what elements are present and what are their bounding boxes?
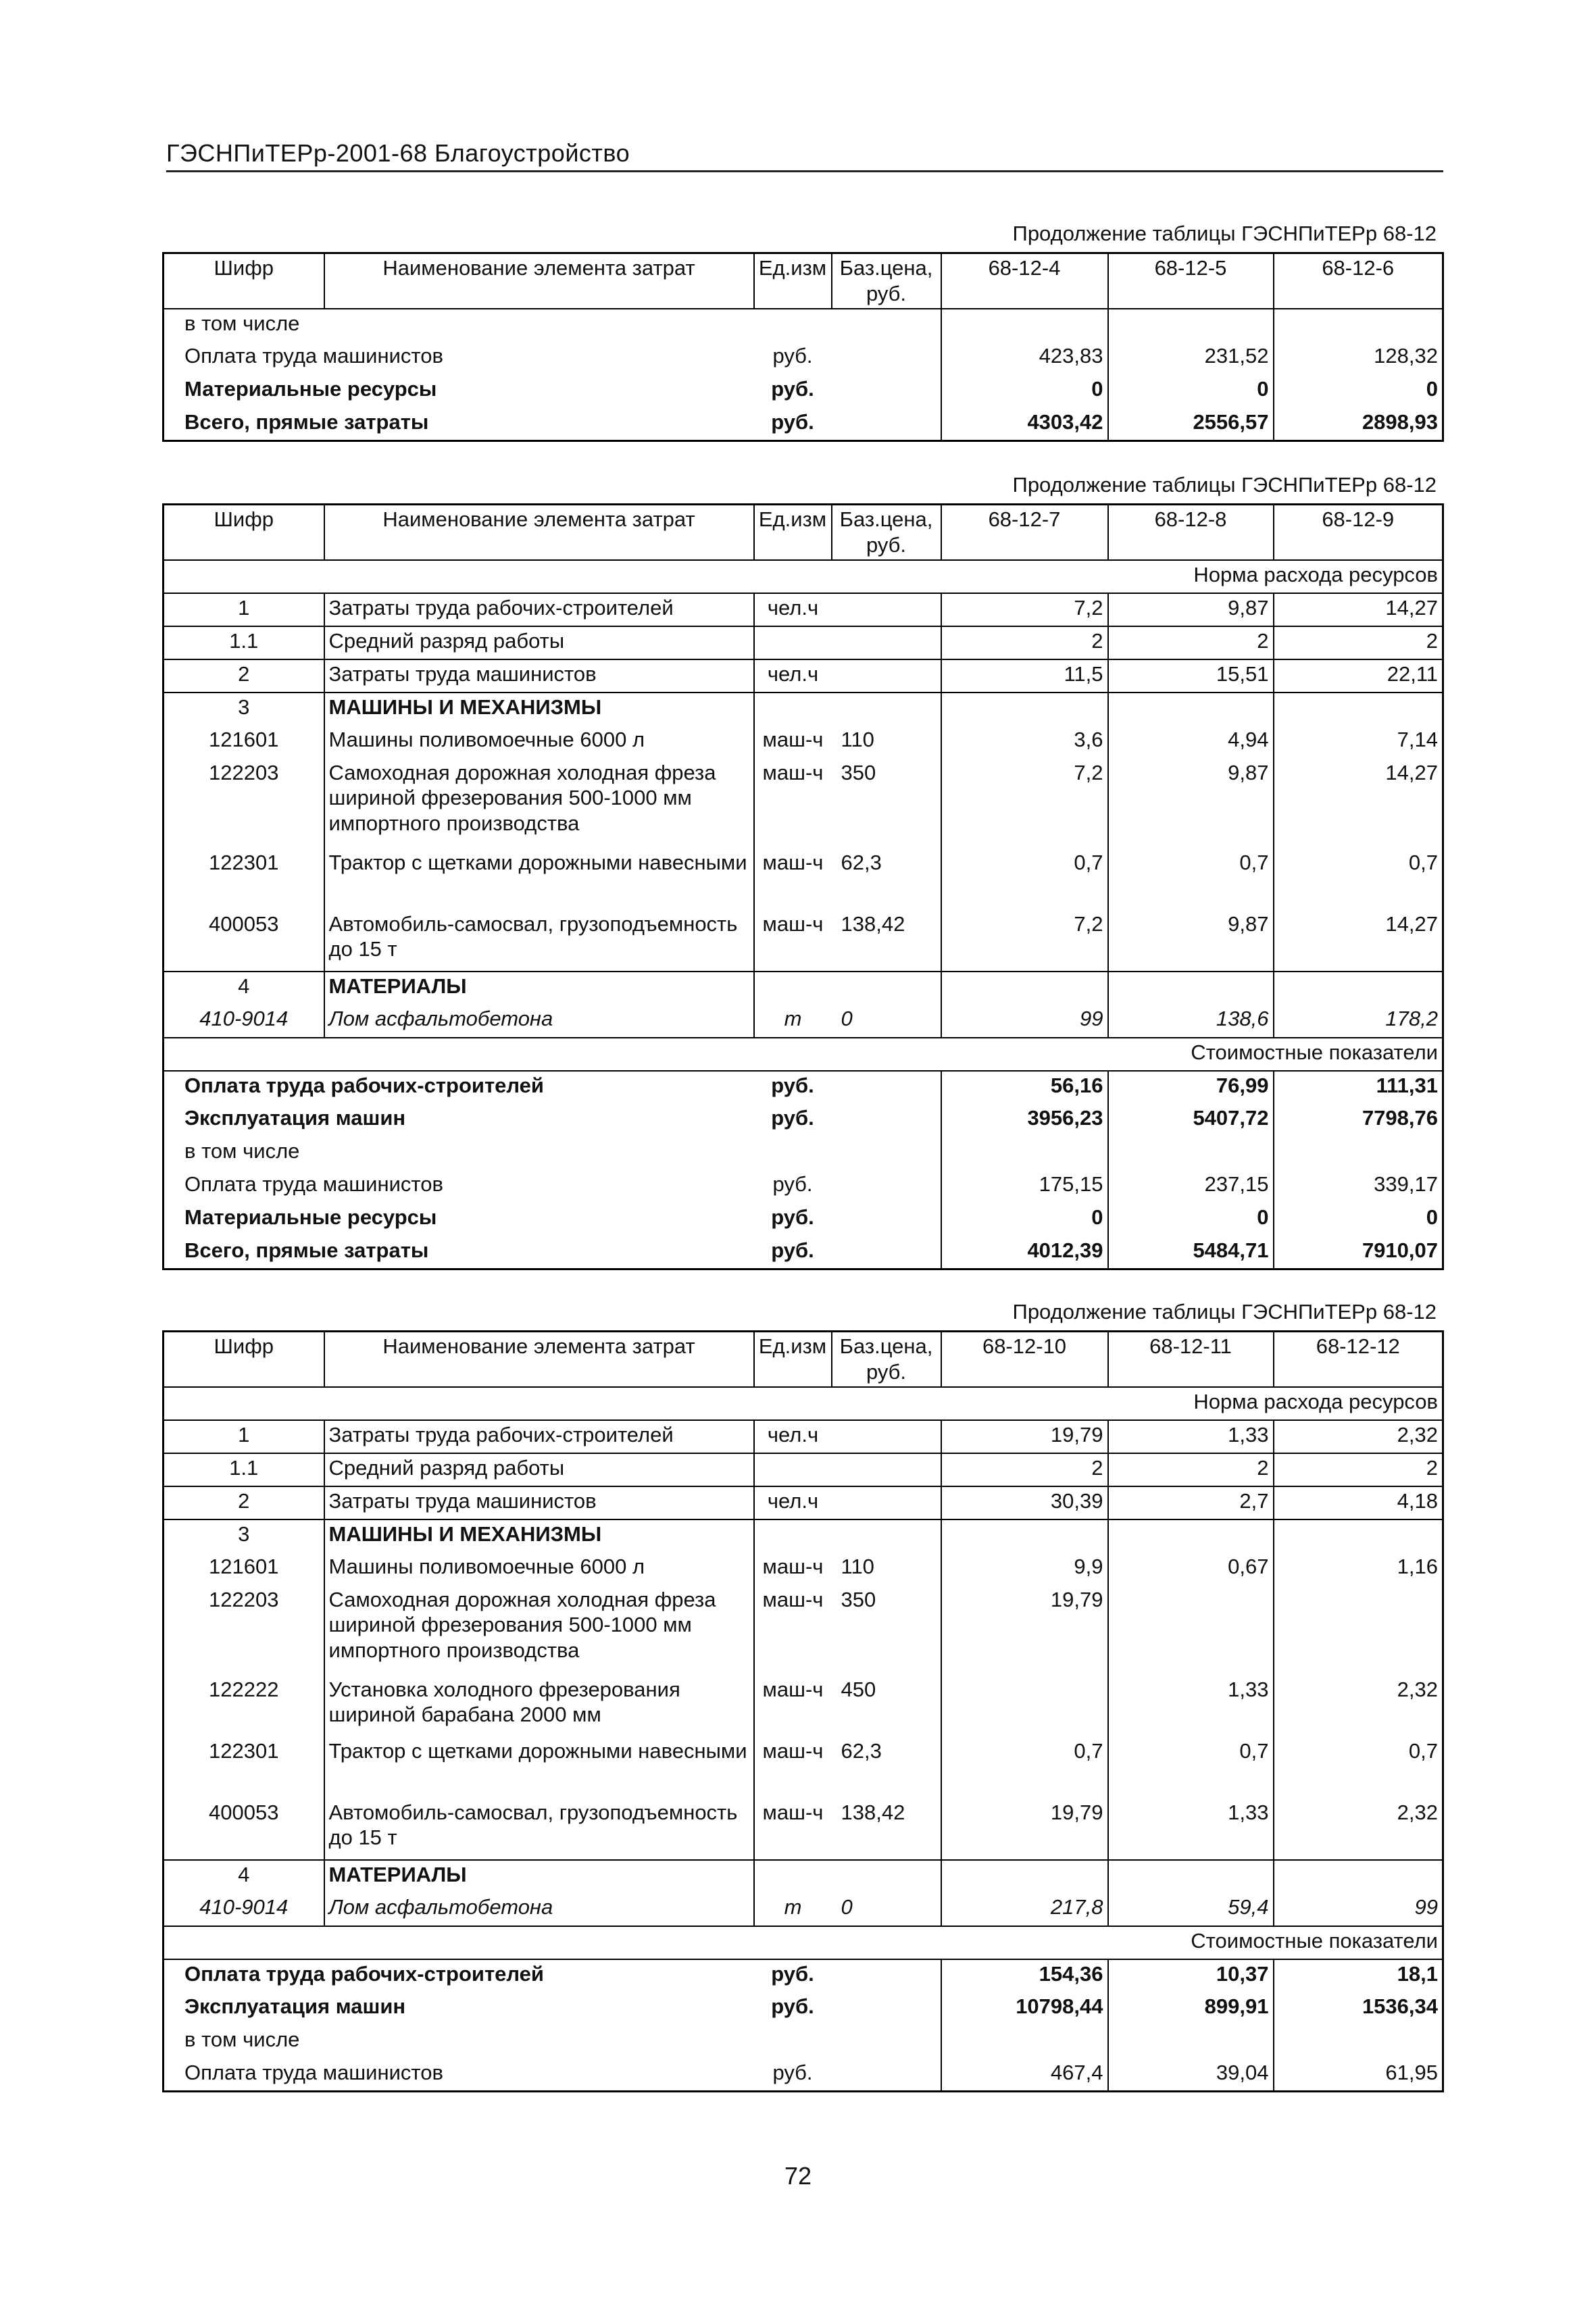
table-row <box>164 375 1443 408</box>
row-code: 121601 <box>164 726 324 759</box>
row-value: 39,04 <box>1108 2059 1274 2092</box>
row-price: 62,3 <box>832 849 941 910</box>
row-name: Автомобиль-самосвал, грузоподъемность до 15 т <box>324 910 754 972</box>
row-value: 237,15 <box>1108 1170 1274 1203</box>
row-price <box>832 1519 941 1553</box>
row-value: 0 <box>1108 375 1274 408</box>
row-value: 0,7 <box>1274 1737 1443 1799</box>
row-unit: руб. <box>772 2060 813 2084</box>
col-header: 68-12-4 <box>941 253 1108 309</box>
row-value: 1,16 <box>1274 1553 1443 1586</box>
row-name: Машины поливомоечные 6000 л <box>324 1553 754 1586</box>
col-header: 68-12-7 <box>941 505 1108 560</box>
row-unit: т <box>784 1894 802 1919</box>
cost-row <box>164 1170 1443 1203</box>
row-name: Оплата труда машинистов <box>184 343 443 368</box>
row-value: 99 <box>1274 1893 1443 1926</box>
row-name: Трактор с щетками дорожными навесными <box>324 849 754 910</box>
table-row <box>164 726 1443 759</box>
row-value <box>1108 693 1274 726</box>
row-value: 19,79 <box>941 1420 1108 1453</box>
row-price: 138,42 <box>832 1799 941 1860</box>
row-value: 2 <box>941 626 1108 659</box>
table-row <box>164 1676 1443 1737</box>
row-value: 5484,71 <box>1108 1236 1274 1269</box>
row-value: 11,5 <box>941 659 1108 693</box>
row-price <box>832 1104 941 1137</box>
row-code: 1.1 <box>164 1453 324 1486</box>
row-value: 59,4 <box>1108 1893 1274 1926</box>
row-value: 99 <box>941 1005 1108 1038</box>
row-value: 9,87 <box>1108 593 1274 626</box>
col-header: 68-12-9 <box>1274 505 1443 560</box>
row-name: Материальные ресурсы <box>184 1205 437 1229</box>
row-value <box>941 693 1108 726</box>
row-name: Затраты труда рабочих-строителей <box>324 1420 754 1453</box>
row-name: МАШИНЫ И МЕХАНИЗМЫ <box>324 1519 754 1553</box>
row-value: 56,16 <box>941 1071 1108 1104</box>
row-value: 175,15 <box>941 1170 1108 1203</box>
row-unit: маш-ч <box>762 1800 824 1824</box>
row-name: Затраты труда машинистов <box>324 1486 754 1519</box>
cost-row <box>164 1236 1443 1269</box>
row-code: 122301 <box>164 849 324 910</box>
row-value: 0 <box>941 1203 1108 1236</box>
row-code: 400053 <box>164 1799 324 1860</box>
row-code: 1 <box>164 593 324 626</box>
col-header: 68-12-10 <box>941 1332 1108 1387</box>
row-unit: руб. <box>771 1105 814 1130</box>
row-price <box>832 1071 941 1104</box>
row-value: 18,1 <box>1274 1959 1443 1992</box>
row-unit: маш-ч <box>762 1738 824 1763</box>
row-name: Оплата труда машинистов <box>184 2060 443 2084</box>
row-unit: руб. <box>772 1172 813 1196</box>
row-value: 0,7 <box>941 1737 1108 1799</box>
row-value: 1,33 <box>1108 1799 1274 1860</box>
table-row <box>164 849 1443 910</box>
row-value: 61,95 <box>1274 2059 1443 2092</box>
row-price <box>832 1992 941 2026</box>
col-unit-header: Ед.изм <box>754 505 832 560</box>
row-value <box>1274 309 1443 342</box>
row-value: 76,99 <box>1108 1071 1274 1104</box>
table-row <box>164 693 1443 726</box>
row-name: Оплата труда машинистов <box>184 1172 443 1196</box>
row-unit: маш-ч <box>762 727 824 751</box>
row-value: 2 <box>1108 626 1274 659</box>
table-row <box>164 1519 1443 1553</box>
table-3 <box>162 1330 1444 2092</box>
row-value: 7,14 <box>1274 726 1443 759</box>
row-value <box>941 1860 1108 1893</box>
row-price <box>832 1137 941 1170</box>
row-value: 14,27 <box>1274 759 1443 849</box>
row-unit: руб. <box>771 1961 814 1986</box>
row-value: 7798,76 <box>1274 1104 1443 1137</box>
row-value: 2,32 <box>1274 1420 1443 1453</box>
row-name: Установка холодного фрезерования шириной барабана 2000 мм <box>324 1676 754 1737</box>
row-unit <box>754 1137 832 1170</box>
row-name: в том числе <box>184 311 300 335</box>
row-price: 0 <box>832 1005 941 1038</box>
row-value <box>941 1519 1108 1553</box>
row-unit <box>754 309 832 342</box>
row-value: 2,7 <box>1108 1486 1274 1519</box>
col-code-header: Шифр <box>164 505 324 560</box>
row-price: 350 <box>832 1586 941 1676</box>
row-code: 4 <box>164 1860 324 1893</box>
row-value: 217,8 <box>941 1893 1108 1926</box>
row-unit <box>754 1519 832 1553</box>
row-code: 410-9014 <box>164 1005 324 1038</box>
row-value: 19,79 <box>941 1586 1108 1676</box>
row-value <box>1274 693 1443 726</box>
row-value: 2,32 <box>1274 1676 1443 1737</box>
table2-caption: Продолжение таблицы ГЭСНПиТЕРр 68-12 <box>1012 473 1437 497</box>
table-1 <box>162 252 1444 442</box>
row-name: Лом асфальтобетона <box>324 1005 754 1038</box>
row-unit: руб. <box>771 1994 814 2018</box>
row-unit: чел.ч <box>754 1486 832 1519</box>
row-price <box>832 1203 941 1236</box>
row-value: 1,33 <box>1108 1420 1274 1453</box>
row-price <box>832 626 941 659</box>
row-unit: чел.ч <box>754 659 832 693</box>
row-name: Эксплуатация машин <box>184 1105 406 1130</box>
row-unit <box>754 693 832 726</box>
row-value: 7,2 <box>941 759 1108 849</box>
row-price: 350 <box>832 759 941 849</box>
cost-row <box>164 2059 1443 2092</box>
row-value <box>1274 2026 1443 2059</box>
row-value: 7,2 <box>941 593 1108 626</box>
row-unit: руб. <box>771 1205 814 1229</box>
cost-label: Стоимостные показатели <box>164 1926 1443 1959</box>
row-unit <box>754 1453 832 1486</box>
norm-label: Норма расхода ресурсов <box>164 560 1443 593</box>
cost-row <box>164 1071 1443 1104</box>
row-value: 154,36 <box>941 1959 1108 1992</box>
row-unit: руб. <box>771 1073 814 1097</box>
row-name: Всего, прямые затраты <box>184 1238 429 1262</box>
row-price <box>832 1959 941 1992</box>
row-price <box>832 1860 941 1893</box>
row-name: в том числе <box>184 2027 300 2051</box>
running-header: ГЭСНПиТЕРр-2001-68 Благоустройство <box>166 139 1443 172</box>
table-row <box>164 1420 1443 1453</box>
col-price-header: Баз.цена, руб. <box>832 1332 941 1387</box>
row-value: 14,27 <box>1274 910 1443 972</box>
col-unit-header: Ед.изм <box>754 253 832 309</box>
row-unit <box>754 1860 832 1893</box>
row-value <box>941 1676 1108 1737</box>
row-value: 4,94 <box>1108 726 1274 759</box>
row-code: 121601 <box>164 1553 324 1586</box>
row-price: 110 <box>832 1553 941 1586</box>
row-value: 19,79 <box>941 1799 1108 1860</box>
table-row <box>164 309 1443 342</box>
row-value: 1,33 <box>1108 1676 1274 1737</box>
row-value: 2898,93 <box>1274 408 1443 441</box>
row-name: в том числе <box>184 1138 300 1163</box>
row-code: 122301 <box>164 1737 324 1799</box>
row-value <box>941 972 1108 1005</box>
row-unit: маш-ч <box>762 1677 824 1701</box>
row-value: 22,11 <box>1274 659 1443 693</box>
row-code: 410-9014 <box>164 1893 324 1926</box>
row-value: 9,87 <box>1108 910 1274 972</box>
row-value: 467,4 <box>941 2059 1108 2092</box>
row-value: 1536,34 <box>1274 1992 1443 2026</box>
row-value: 10798,44 <box>941 1992 1108 2026</box>
table-row <box>164 1586 1443 1676</box>
table-row <box>164 659 1443 693</box>
row-value <box>1108 309 1274 342</box>
table-row <box>164 593 1443 626</box>
row-name: Эксплуатация машин <box>184 1994 406 2018</box>
row-unit: руб. <box>772 343 813 368</box>
table-row <box>164 626 1443 659</box>
row-value: 5407,72 <box>1108 1104 1274 1137</box>
row-value: 15,51 <box>1108 659 1274 693</box>
row-price <box>832 2059 941 2092</box>
row-value: 2 <box>941 1453 1108 1486</box>
row-code: 3 <box>164 693 324 726</box>
row-value: 2 <box>1108 1453 1274 1486</box>
row-name: Затраты труда машинистов <box>324 659 754 693</box>
table-row <box>164 759 1443 849</box>
col-header: 68-12-8 <box>1108 505 1274 560</box>
row-value: 423,83 <box>941 342 1108 375</box>
cost-row <box>164 1137 1443 1170</box>
row-unit: т <box>784 1006 802 1030</box>
row-name: Машины поливомоечные 6000 л <box>324 726 754 759</box>
col-name-header: Наименование элемента затрат <box>324 505 754 560</box>
row-value <box>1274 1586 1443 1676</box>
row-value: 2,32 <box>1274 1799 1443 1860</box>
row-name: МАШИНЫ И МЕХАНИЗМЫ <box>324 693 754 726</box>
table1-caption: Продолжение таблицы ГЭСНПиТЕРр 68-12 <box>1012 222 1437 245</box>
table-row <box>164 910 1443 972</box>
table-2 <box>162 503 1444 1270</box>
row-price: 110 <box>832 726 941 759</box>
row-code: 2 <box>164 1486 324 1519</box>
table-row <box>164 1737 1443 1799</box>
row-value: 0 <box>1274 1203 1443 1236</box>
row-unit <box>754 626 832 659</box>
col-code-header: Шифр <box>164 253 324 309</box>
row-value <box>1108 1519 1274 1553</box>
row-value <box>1108 1860 1274 1893</box>
row-name: Всего, прямые затраты <box>184 409 429 434</box>
row-price <box>832 1486 941 1519</box>
row-name: Оплата труда рабочих-строителей <box>184 1961 544 1986</box>
row-value: 2 <box>1274 626 1443 659</box>
row-name: Средний разряд работы <box>324 1453 754 1486</box>
row-value <box>941 1137 1108 1170</box>
row-unit: руб. <box>771 1238 814 1262</box>
row-name: Лом асфальтобетона <box>324 1893 754 1926</box>
table-row <box>164 1893 1443 1926</box>
row-code: 122203 <box>164 759 324 849</box>
col-unit-header: Ед.изм <box>754 1332 832 1387</box>
row-price <box>832 1420 941 1453</box>
row-value: 2 <box>1274 1453 1443 1486</box>
row-value: 0 <box>1108 1203 1274 1236</box>
row-name: МАТЕРИАЛЫ <box>324 972 754 1005</box>
row-value: 339,17 <box>1274 1170 1443 1203</box>
row-value <box>1274 1860 1443 1893</box>
row-unit: руб. <box>771 376 814 401</box>
norm-label: Норма расхода ресурсов <box>164 1387 1443 1420</box>
cost-row <box>164 1203 1443 1236</box>
row-value: 4012,39 <box>941 1236 1108 1269</box>
row-value: 0 <box>941 375 1108 408</box>
cost-row <box>164 1992 1443 2026</box>
row-unit: маш-ч <box>762 760 824 784</box>
cost-row <box>164 1104 1443 1137</box>
row-value: 2556,57 <box>1108 408 1274 441</box>
row-value <box>1108 1137 1274 1170</box>
row-code: 4 <box>164 972 324 1005</box>
row-value: 9,9 <box>941 1553 1108 1586</box>
row-unit: маш-ч <box>762 1554 824 1578</box>
row-value: 0,7 <box>1108 1737 1274 1799</box>
table-row <box>164 342 1443 375</box>
row-code: 1.1 <box>164 626 324 659</box>
row-unit: руб. <box>771 409 814 434</box>
cost-row <box>164 2026 1443 2059</box>
col-header: 68-12-6 <box>1274 253 1443 309</box>
col-price-header: Баз.цена, руб. <box>832 253 941 309</box>
cost-row <box>164 1959 1443 1992</box>
row-value: 4,18 <box>1274 1486 1443 1519</box>
row-value: 10,37 <box>1108 1959 1274 1992</box>
table-row <box>164 972 1443 1005</box>
row-price: 450 <box>832 1676 941 1737</box>
row-name: Средний разряд работы <box>324 626 754 659</box>
table-row <box>164 1453 1443 1486</box>
row-price <box>832 972 941 1005</box>
row-name: Трактор с щетками дорожными навесными <box>324 1737 754 1799</box>
row-code: 2 <box>164 659 324 693</box>
row-value: 0,67 <box>1108 1553 1274 1586</box>
row-code: 122222 <box>164 1676 324 1737</box>
row-value: 7,2 <box>941 910 1108 972</box>
row-name: Самоходная дорожная холодная фреза шириной фрезерования 500-1000 мм импортного производства <box>324 759 754 849</box>
row-value: 0,7 <box>1274 849 1443 910</box>
row-value: 178,2 <box>1274 1005 1443 1038</box>
row-name: Оплата труда рабочих-строителей <box>184 1073 544 1097</box>
row-price <box>832 1236 941 1269</box>
row-name: Затраты труда рабочих-строителей <box>324 593 754 626</box>
table-row <box>164 1799 1443 1860</box>
row-unit: чел.ч <box>754 1420 832 1453</box>
row-value <box>1108 972 1274 1005</box>
row-value <box>941 309 1108 342</box>
col-header: 68-12-5 <box>1108 253 1274 309</box>
row-value: 231,52 <box>1108 342 1274 375</box>
row-value <box>1274 1519 1443 1553</box>
row-price <box>832 1170 941 1203</box>
row-price: 138,42 <box>832 910 941 972</box>
col-code-header: Шифр <box>164 1332 324 1387</box>
row-value: 14,27 <box>1274 593 1443 626</box>
row-name: Материальные ресурсы <box>184 376 437 401</box>
col-price-header: Баз.цена, руб. <box>832 505 941 560</box>
table-row <box>164 1860 1443 1893</box>
row-value: 138,6 <box>1108 1005 1274 1038</box>
col-name-header: Наименование элемента затрат <box>324 253 754 309</box>
col-name-header: Наименование элемента затрат <box>324 1332 754 1387</box>
row-unit: маш-ч <box>762 1587 824 1611</box>
row-value <box>1274 972 1443 1005</box>
row-value: 9,87 <box>1108 759 1274 849</box>
row-value: 3,6 <box>941 726 1108 759</box>
row-code: 122203 <box>164 1586 324 1676</box>
row-value <box>1274 1137 1443 1170</box>
row-value: 899,91 <box>1108 1992 1274 2026</box>
row-unit <box>754 972 832 1005</box>
row-value: 0 <box>1274 375 1443 408</box>
row-price <box>832 2026 941 2059</box>
col-header: 68-12-11 <box>1108 1332 1274 1387</box>
row-value: 0,7 <box>1108 849 1274 910</box>
row-value: 4303,42 <box>941 408 1108 441</box>
row-value <box>941 2026 1108 2059</box>
table-row <box>164 1005 1443 1038</box>
row-value: 30,39 <box>941 1486 1108 1519</box>
row-unit: маш-ч <box>762 850 824 874</box>
row-value <box>1108 1586 1274 1676</box>
row-price <box>832 593 941 626</box>
row-price: 0 <box>832 1893 941 1926</box>
row-value: 7910,07 <box>1274 1236 1443 1269</box>
cost-label: Стоимостные показатели <box>164 1038 1443 1071</box>
row-price <box>832 693 941 726</box>
row-value: 128,32 <box>1274 342 1443 375</box>
row-value: 111,31 <box>1274 1071 1443 1104</box>
table3-caption: Продолжение таблицы ГЭСНПиТЕРр 68-12 <box>1012 1300 1437 1324</box>
table-row <box>164 408 1443 441</box>
row-price <box>832 1453 941 1486</box>
row-price: 62,3 <box>832 1737 941 1799</box>
page-number: 72 <box>784 2162 812 2190</box>
col-header: 68-12-12 <box>1274 1332 1443 1387</box>
row-value <box>1108 2026 1274 2059</box>
row-price <box>832 659 941 693</box>
row-unit <box>754 2026 832 2059</box>
row-code: 400053 <box>164 910 324 972</box>
row-name: Автомобиль-самосвал, грузоподъемность до 15 т <box>324 1799 754 1860</box>
row-value: 0,7 <box>941 849 1108 910</box>
row-name: МАТЕРИАЛЫ <box>324 1860 754 1893</box>
table-row <box>164 1553 1443 1586</box>
table-row <box>164 1486 1443 1519</box>
row-unit: маш-ч <box>762 911 824 936</box>
row-unit: чел.ч <box>754 593 832 626</box>
row-code: 1 <box>164 1420 324 1453</box>
row-name: Самоходная дорожная холодная фреза шириной фрезерования 500-1000 мм импортного производства <box>324 1586 754 1676</box>
row-value: 3956,23 <box>941 1104 1108 1137</box>
row-code: 3 <box>164 1519 324 1553</box>
